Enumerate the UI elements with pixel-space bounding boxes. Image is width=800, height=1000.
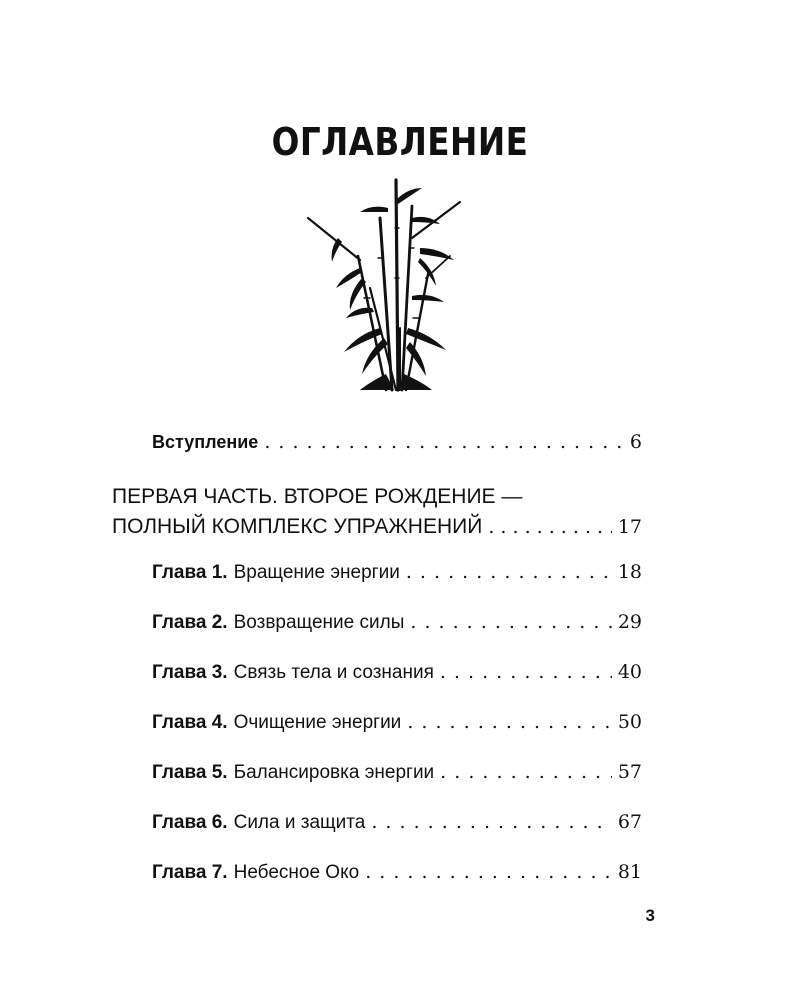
chapter-page-number: 18 (617, 561, 642, 583)
chapter-page-number: 81 (617, 861, 642, 883)
leader-dots (440, 760, 612, 784)
leader-dots (488, 512, 611, 542)
toc-chapter-4[interactable] (152, 710, 642, 735)
bamboo-icon (300, 178, 470, 396)
chapter-page-number: 67 (617, 811, 642, 833)
chapter-number: Глава 6. (152, 812, 228, 833)
chapter-title: Возвращение силы (233, 612, 405, 633)
page-title: ОГЛАВЛЕНИЕ (271, 120, 529, 164)
leader-dots (371, 810, 611, 834)
chapter-page-number: 40 (617, 661, 642, 683)
chapter-title: Сила и защита (233, 812, 366, 833)
toc-part-heading[interactable] (112, 482, 642, 542)
leader-dots (440, 660, 612, 684)
toc-chapter-5[interactable] (152, 760, 642, 785)
leader-dots (406, 560, 612, 584)
chapter-number: Глава 3. (152, 662, 228, 683)
toc-chapter-3[interactable] (152, 660, 642, 685)
page-number: 3 (645, 906, 655, 925)
leader-dots (365, 860, 612, 884)
part-title-line1: ПЕРВАЯ ЧАСТЬ. ВТОРОЕ РОЖДЕНИЕ — (112, 485, 523, 508)
chapter-title: Очищение энергии (233, 712, 402, 733)
chapter-number: Глава 7. (152, 862, 228, 883)
entry-label: Вступление (152, 432, 259, 452)
part-title-line2: ПОЛНЫЙ КОМПЛЕКС УПРАЖНЕНИЙ (112, 515, 483, 538)
chapter-number: Глава 4. (152, 712, 228, 733)
chapter-title: Небесное Око (233, 862, 360, 883)
entry-page-number: 6 (629, 431, 642, 453)
chapter-title: Вращение энергии (233, 562, 400, 583)
chapter-number: Глава 2. (152, 612, 228, 633)
toc-chapter-6[interactable] (152, 810, 642, 835)
chapter-number: Глава 1. (152, 562, 228, 583)
toc-chapter-2[interactable] (152, 610, 642, 635)
toc-chapter-1[interactable] (152, 560, 642, 585)
toc-chapter-7[interactable] (152, 860, 642, 885)
part-page-number: 17 (617, 516, 642, 538)
chapter-page-number: 50 (617, 711, 642, 733)
chapter-number: Глава 5. (152, 762, 228, 783)
chapter-title: Связь тела и сознания (233, 662, 434, 683)
chapter-page-number: 57 (617, 761, 642, 783)
leader-dots (264, 430, 624, 454)
chapter-page-number: 29 (617, 611, 642, 633)
leader-dots (410, 610, 611, 634)
toc-entry-intro[interactable] (152, 430, 642, 454)
leader-dots (407, 710, 612, 734)
chapter-title: Балансировка энергии (233, 762, 435, 783)
